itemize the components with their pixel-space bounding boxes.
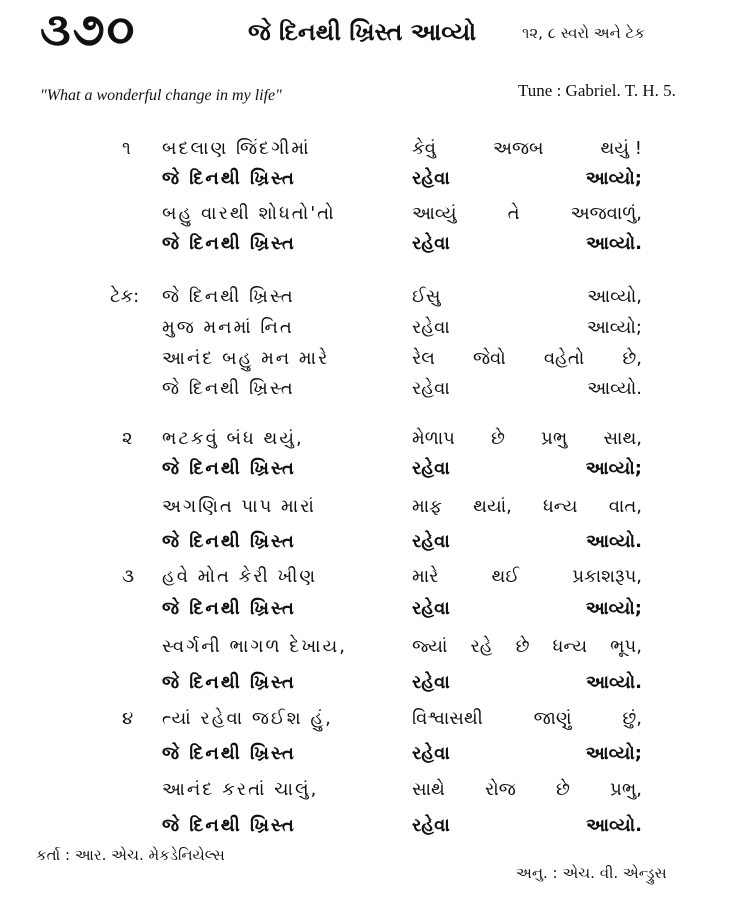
line-word: કેવું <box>412 138 436 159</box>
line-word: આવ્યો; <box>585 458 642 479</box>
line-word: જેવો <box>473 348 506 369</box>
line-left-text: બહુ વારથી શોધતો'તો <box>162 203 336 224</box>
line-word: સાથે <box>412 779 445 800</box>
line-right-text <box>412 135 642 163</box>
verse-line <box>0 455 642 483</box>
line-word: રહેવા <box>412 168 450 189</box>
stanza-marker: ટેક: <box>110 286 140 307</box>
line-word: રહેવા <box>412 815 450 836</box>
line-word: અજવાળું, <box>570 203 642 224</box>
verse-line <box>0 776 642 804</box>
line-left-text: અગણિત પાપ મારાં <box>162 496 316 517</box>
verse-line <box>0 633 642 661</box>
line-left-text: જે દિનથી ખ્રિસ્ત <box>162 378 295 399</box>
line-word: રહે <box>470 636 493 657</box>
line-word: છે <box>515 636 530 657</box>
hymn-number: ૩૭૦ <box>40 2 137 56</box>
verse-line <box>0 165 642 193</box>
line-word: રહેવા <box>412 378 450 399</box>
verse-line <box>0 812 642 840</box>
line-word: રહેવા <box>412 672 450 693</box>
line-word: આવ્યો. <box>586 531 642 552</box>
line-left-text: જે દિનથી ખ્રિસ્ત <box>162 672 296 693</box>
line-word: વહેતો <box>543 348 585 369</box>
line-word: મેળાપ <box>412 428 455 449</box>
line-word: રહેવા <box>412 743 450 764</box>
tune-name: Tune : Gabriel. T. H. 5. <box>518 81 676 100</box>
line-left-text: ભટકવું બંધ થયું, <box>162 428 304 449</box>
verse-line <box>0 595 642 623</box>
line-right-text <box>412 705 642 733</box>
verse-line <box>0 528 642 556</box>
line-right-text <box>412 283 642 311</box>
verse-line <box>0 345 642 373</box>
line-right-text <box>412 812 642 840</box>
line-left-text: જે દિનથી ખ્રિસ્ત <box>162 286 295 307</box>
line-left-text: આનંદ બહુ મન મારે <box>162 348 330 369</box>
line-word: થયાં, <box>473 496 512 517</box>
verse-line <box>0 375 642 403</box>
line-word: છે <box>556 779 570 800</box>
line-word: છે <box>491 428 505 449</box>
stanza-marker: ૧ <box>122 138 131 159</box>
line-word: તે <box>507 203 520 224</box>
line-word: રહેવા <box>412 531 450 552</box>
line-left-text: બદલાણ જિંદગીમાં <box>162 138 311 159</box>
line-left-text: જે દિનથી ખ્રિસ્ત <box>162 531 296 552</box>
line-word: રહેવા <box>412 317 450 338</box>
line-word: રેલ <box>412 348 435 369</box>
line-left-text: સ્વર્ગની ભાગળ દેખાય, <box>162 636 347 657</box>
verse-line <box>0 200 642 228</box>
translator-credit: અનુ. : એચ. વી. એન્ડ્રુસ <box>516 864 667 882</box>
line-word: આવ્યો; <box>585 743 642 764</box>
stanza-marker: ૨ <box>122 428 133 449</box>
line-word: આવ્યો. <box>587 378 642 399</box>
verse-line <box>0 425 642 453</box>
line-left-text: જે દિનથી ખ્રિસ્ત <box>162 458 296 479</box>
line-left-text: ત્યાં રહેવા જઈશ હું, <box>162 708 333 729</box>
line-word: પ્રભુ <box>541 428 568 449</box>
line-word: વિશ્વાસથી <box>412 708 483 729</box>
stanza-marker: ૩ <box>122 566 134 587</box>
line-right-text <box>412 200 642 228</box>
verse-line <box>0 563 642 591</box>
line-right-text <box>412 776 642 804</box>
line-left-text: જે દિનથી ખ્રિસ્ત <box>162 743 296 764</box>
english-title: "What a wonderful change in my life" <box>40 87 282 104</box>
line-right-text <box>412 375 642 403</box>
verse-line <box>0 669 642 697</box>
line-right-text <box>412 345 642 373</box>
line-right-text <box>412 528 642 556</box>
line-word: આવ્યો; <box>585 598 642 619</box>
line-right-text <box>412 314 642 342</box>
line-word: પ્રકાશરૂપ, <box>572 566 642 587</box>
stanza-marker: ૪ <box>122 708 134 729</box>
line-word: માફ <box>412 496 442 517</box>
line-word: આવ્યો; <box>585 168 642 189</box>
line-left-text: આનંદ કરતાં ચાલું, <box>162 779 319 800</box>
line-word: રહેવા <box>412 233 450 254</box>
line-right-text <box>412 563 642 591</box>
line-left-text: હવે મોત કેરી ખીણ <box>162 566 318 587</box>
verse-line <box>0 283 642 311</box>
verse-line <box>0 493 642 521</box>
line-word: ઈસુ <box>412 286 441 307</box>
line-word: ધન્ય <box>552 636 588 657</box>
line-left-text: જે દિનથી ખ્રિસ્ત <box>162 598 296 619</box>
verse-line <box>0 230 642 258</box>
line-left-text: મુજ મનમાં નિત <box>162 317 294 338</box>
verse-line <box>0 135 642 163</box>
line-word: આવ્યો. <box>586 233 642 254</box>
line-word: રહેવા <box>412 598 450 619</box>
line-right-text <box>412 425 642 453</box>
line-word: આવ્યો, <box>587 286 642 307</box>
hymn-title: જે દિનથી ખ્રિસ્ત આવ્યો <box>248 18 477 46</box>
line-right-text <box>412 455 642 483</box>
line-word: મારે <box>412 566 439 587</box>
verse-line <box>0 314 642 342</box>
line-word: રોજ <box>485 779 516 800</box>
line-word: આવ્યું <box>412 203 457 224</box>
line-word: આવ્યો. <box>586 815 642 836</box>
line-right-text <box>412 230 642 258</box>
author-credit: કર્તા : આર. એચ. મેકડેનિયેલ્સ <box>36 846 225 864</box>
meter-note: ૧૨, ૮ સ્વરો અને ટેક <box>522 24 645 42</box>
line-left-text: જે દિનથી ખ્રિસ્ત <box>162 233 296 254</box>
line-word: છે, <box>622 348 642 369</box>
line-word: થયું ! <box>600 138 642 159</box>
line-word: ધન્ય <box>542 496 578 517</box>
line-word: છું, <box>622 708 642 729</box>
line-right-text <box>412 595 642 623</box>
line-left-text: જે દિનથી ખ્રિસ્ત <box>162 815 296 836</box>
line-right-text <box>412 740 642 768</box>
verse-line <box>0 740 642 768</box>
line-word: આવ્યો; <box>586 317 642 338</box>
line-word: વાત, <box>608 496 642 517</box>
line-word: ભૂપ, <box>610 636 642 657</box>
line-right-text <box>412 165 642 193</box>
line-right-text <box>412 633 642 661</box>
line-word: થઈ <box>491 566 520 587</box>
line-word: આવ્યો. <box>586 672 642 693</box>
line-right-text <box>412 493 642 521</box>
line-word: અજબ <box>492 138 544 159</box>
line-right-text <box>412 669 642 697</box>
line-word: જાણું <box>533 708 572 729</box>
line-left-text: જે દિનથી ખ્રિસ્ત <box>162 168 296 189</box>
line-word: સાથ, <box>603 428 642 449</box>
line-word: જ્યાં <box>412 636 448 657</box>
verse-line <box>0 705 642 733</box>
line-word: રહેવા <box>412 458 450 479</box>
line-word: પ્રભુ, <box>610 779 642 800</box>
